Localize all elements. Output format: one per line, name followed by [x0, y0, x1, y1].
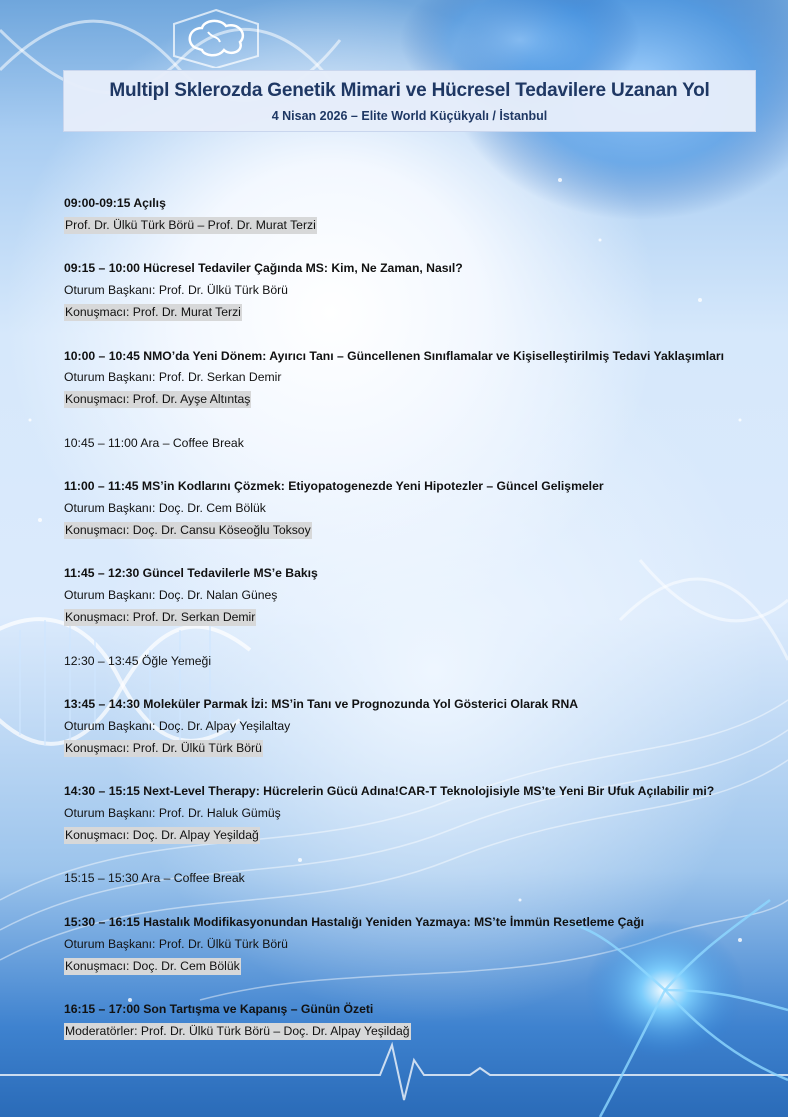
- coffee-break: 10:45 – 11:00 Ara – Coffee Break: [64, 435, 244, 450]
- moderators: Moderatörler: Prof. Dr. Ülkü Türk Börü – Doç. Dr. Alpay Yeşildağ: [65, 1023, 410, 1038]
- session-title: 16:15 – 17:00 Son Tartışma ve Kapanış – Günün Özeti: [64, 1002, 374, 1017]
- session-title: 09:00-09:15 Açılış: [64, 196, 166, 210]
- session-title: 14:30 – 15:15 Next-Level Therapy: Hücrelerin Gücü Adına!CAR-T Teknolojisiyle MS’te Yeni Bir Ufuk Açılabilir mi?: [64, 784, 715, 799]
- session-chair: Oturum Başkanı: Prof. Dr. Serkan Demir: [64, 370, 282, 385]
- program-schedule: [64, 193, 764, 1043]
- speaker: Konuşmacı: Prof. Dr. Ayşe Altıntaş: [65, 391, 251, 406]
- speaker: Konuşmacı: Prof. Dr. Murat Terzi: [65, 304, 241, 319]
- speaker: Konuşmacı: Doç. Dr. Cem Bölük: [65, 958, 240, 973]
- session-chair: Oturum Başkanı: Prof. Dr. Ülkü Türk Börü: [64, 936, 288, 951]
- session-chair: Oturum Başkanı: Doç. Dr. Cem Bölük: [64, 501, 266, 516]
- speaker: Konuşmacı: Prof. Dr. Ülkü Türk Börü: [65, 740, 262, 755]
- session-title: 10:00 – 10:45 NMO’da Yeni Dönem: Ayırıcı Tanı – Güncellenen Sınıflamalar ve Kişiselleştirilmiş Tedavi Yaklaşımları: [64, 348, 724, 363]
- coffee-break: 15:15 – 15:30 Ara – Coffee Break: [64, 871, 245, 886]
- header-banner: [63, 70, 756, 132]
- session-title: 13:45 – 14:30 Moleküler Parmak İzi: MS’in Tanı ve Prognozunda Yol Gösterici Olarak RNA: [64, 697, 579, 712]
- page-title: Multipl Sklerozda Genetik Mimari ve Hücresel Tedavilere Uzanan Yol: [109, 80, 710, 101]
- session-chair: Oturum Başkanı: Doç. Dr. Nalan Güneş: [64, 588, 278, 603]
- session-title: 09:15 – 10:00 Hücresel Tedaviler Çağında MS: Kim, Ne Zaman, Nasıl?: [64, 261, 463, 276]
- brain-logo-icon: [168, 8, 264, 68]
- speaker: Konuşmacı: Doç. Dr. Cansu Köseoğlu Toksoy: [65, 522, 311, 537]
- session-chair: Oturum Başkanı: Doç. Dr. Alpay Yeşilaltay: [64, 718, 291, 733]
- session-title: 15:30 – 16:15 Hastalık Modifikasyonundan Hastalığı Yeniden Yazmaya: MS’te İmmün Resetleme Çağı: [64, 915, 645, 930]
- session-title: 11:45 – 12:30 Güncel Tedavilerle MS’e Bakış: [64, 566, 318, 581]
- speaker: Konuşmacı: Doç. Dr. Alpay Yeşildağ: [65, 827, 259, 842]
- speaker: Konuşmacı: Prof. Dr. Serkan Demir: [65, 609, 256, 624]
- session-title: 11:00 – 11:45 MS’in Kodlarını Çözmek: Etiyopatogenezde Yeni Hipotezler – Güncel Gelişmeler: [64, 479, 604, 494]
- lunch-break: 12:30 – 13:45 Öğle Yemeği: [64, 653, 212, 668]
- speakers: Prof. Dr. Ülkü Türk Börü – Prof. Dr. Murat Terzi: [65, 217, 316, 232]
- session-chair: Oturum Başkanı: Prof. Dr. Ülkü Türk Börü: [64, 283, 288, 298]
- session-chair: Oturum Başkanı: Prof. Dr. Haluk Gümüş: [64, 806, 281, 821]
- event-date-venue: 4 Nisan 2026 – Elite World Küçükyalı / İstanbul: [271, 109, 548, 123]
